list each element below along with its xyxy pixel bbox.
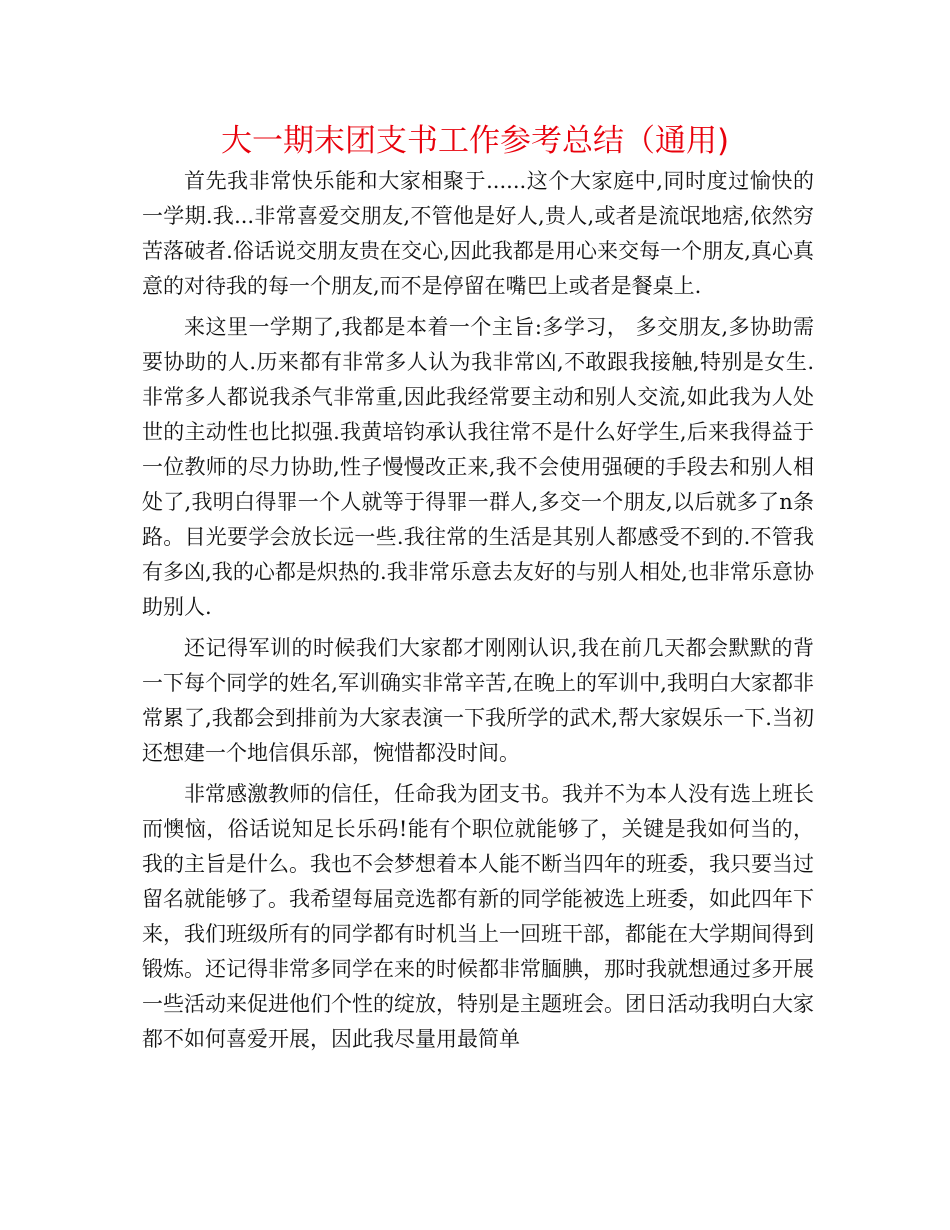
paragraph-3: 还记得军训的时候我们大家都才刚刚认识,我在前几天都会默默的背一下每个同学的姓名,军训确实非常辛苦,在晚上的军训中,我明白大家都非常累了,我都会到排前为大家表演一下我所学的武术,帮大家娱乐一下.当初还想建一个地信俱乐部，惋惜都没时间。: [142, 636, 814, 765]
paragraph-4: 非常感激教师的信任，任命我为团支书。我并不为本人没有选上班长而懊恼，俗话说知足长乐码!能有个职位就能够了，关键是我如何当的，我的主旨是什么。我也不会梦想着本人能不断当四年的班委，我只要当过留名就能够了。我希望每届竞选都有新的同学能被选上班委，如此四年下来，我们班级所有的同学都有时机当上一回班干部，都能在大学期间得到锻炼。还记得非常多同学在来的时候都非常腼腆，那时我就想通过多开展一些活动来促进他们个性的绽放，特别是主题班会。团日活动我明白大家都不如何喜爱开展，因此我尽量用最简单: [142, 782, 814, 1051]
paragraph-1: 首先我非常快乐能和大家相聚于......这个大家庭中,同时度过愉快的一学期.我...非常喜爱交朋友,不管他是好人,贵人,或者是流氓地痞,依然穷苦落破者.俗话说交朋友贵在交心,因此我都是用心来交每一个朋友,真心真意的对待我的每一个朋友,而不是停留在嘴巴上或者是餐桌上.: [142, 169, 814, 298]
paragraph-2: 来这里一学期了,我都是本着一个主旨:多学习， 多交朋友,多协助需要协助的人.历来都有非常多人认为我非常凶,不敢跟我接触,特别是女生.非常多人都说我杀气非常重,因此我经常要主动和别人交流,如此我为人处世的主动性也比拟强.我黄培钧承认我往常不是什么好学生,后来我得益于一位教师的尽力协助,性子慢慢改正来,我不会使用强硬的手段去和别人相处了,我明白得罪一个人就等于得罪一群人,多交一个朋友,以后就多了n条路。目光要学会放长远一些.我往常的生活是其别人都感受不到的.不管我有多凶,我的心都是炽热的.我非常乐意去友好的与别人相处,也非常乐意协助别人.: [142, 315, 814, 619]
document-title: 大一期末团支书工作参考总结（通用): [220, 123, 730, 159]
document-body: [142, 164, 814, 1063]
